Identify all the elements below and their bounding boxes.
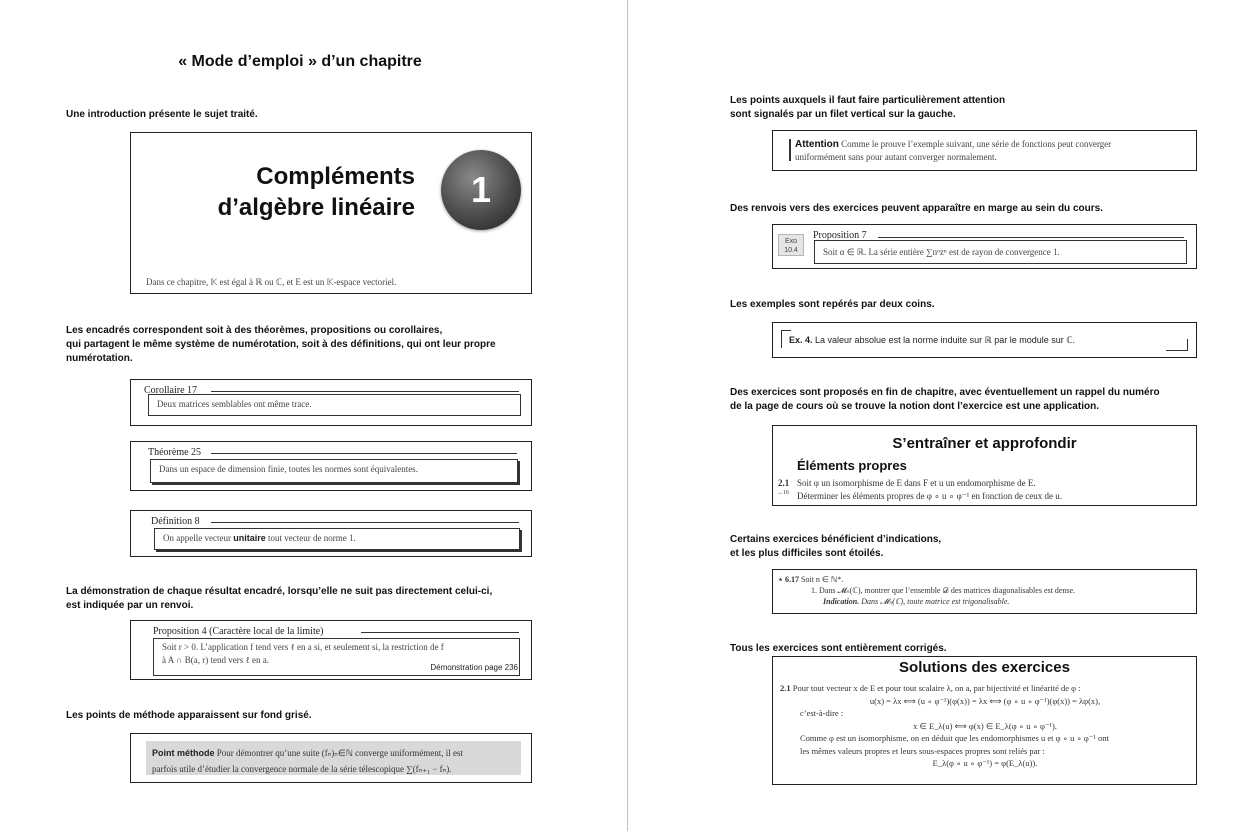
indications-caption: Certains exercices bénéficient d’indications, et les plus difficiles sont étoilés. <box>730 534 942 559</box>
proposition4-text: Soit r > 0. L’application f tend vers ℓ en a si, et seulement si, la restriction de f à A ∩ B(a, r) tend vers ℓ en a. <box>153 638 520 676</box>
corollaire-box <box>130 379 532 426</box>
exo617-box <box>772 569 1197 614</box>
exo617-text: ⋆ 6.17 Soit n ∈ ℕ*. 1. Dans 𝓜ₙ(ℂ), montrer que l’ensemble 𝒟 des matrices diagonalisables est dense. Indication. Dans 𝓜ₙ(ℂ), toute matrice est trigonalisable. <box>778 575 1076 606</box>
theoreme-title: Théorème 25 <box>148 447 202 458</box>
proposition7-title: Proposition 7 <box>813 230 867 241</box>
attention-box <box>772 130 1197 171</box>
attention-text: Attention Comme le prouve l’exemple suivant, une série de fonctions peut converger uniformément sans pour autant converger normalement. <box>795 139 1112 162</box>
boxes-caption: Les encadrés correspondent soit à des théorèmes, propositions ou corollaires, qui partagent le même système de numérotation, soit à des définitions, qui ont leur propre numérotation. <box>66 325 496 364</box>
proposition7-text: Soit α ∈ ℝ. La série entière ∑nᵅzⁿ est de rayon de convergence 1. <box>814 240 1187 264</box>
demo-caption: La démonstration de chaque résultat encadré, lorsqu’elle ne suit pas directement celui-ci, est indiquée par un renvoi. <box>66 586 493 611</box>
corollaire-text: Deux matrices semblables ont même trace. <box>148 394 521 416</box>
methode-content: Point méthode Pour démontrer qu’une suite (fₙ)ₙ∈ℕ converge uniformément, il est parfois utile d’étudier la convergence normale de la série télescopique ∑(fₙ₊₁ − fₙ). <box>146 741 521 775</box>
exemples-caption: Les exemples sont repérés par deux coins. <box>730 299 935 310</box>
methode-caption: Les points de méthode apparaissent sur fond grisé. <box>66 710 312 721</box>
attention-caption: Les points auxquels il faut faire particulièrement attention sont signalés par un filet vertical sur la gauche. <box>730 95 1006 120</box>
page-divider <box>627 0 628 831</box>
solutions-box <box>772 656 1197 785</box>
solutions-title: Solutions des exercices <box>899 659 1070 676</box>
exemple-box <box>772 322 1197 358</box>
page-title: « Mode d’emploi » d’un chapitre <box>178 53 422 70</box>
exo-ref-tag[interactable]: Exo 10.4 <box>778 234 804 256</box>
proposition4-title: Proposition 4 (Caractère local de la limite) <box>153 626 324 637</box>
solutions-text: 2.1 Pour tout vecteur x de E et pour tout scalaire λ, on a, par bijectivité et linéarité de φ : u(x) = λx ⟺ (u ∘ φ⁻¹)(φ(x)) = λx ⟺ (φ ∘ u ∘ φ⁻¹)(φ(x)) = λφ(x), c’est-à-dire : x ∈ E_λ(u) ⟺ φ(x) ∈ E_λ(φ ∘ u ∘ φ⁻¹). Comme φ est un isomorphisme, on en déduit que les endomorphismes u et φ ∘ u ∘ φ⁻¹ ont les mêmes valeurs propres et leurs sous-espaces propres sont reliés par : E_λ(φ ∘ u ∘ φ⁻¹) = φ(E_λ(u)). <box>780 683 1109 768</box>
exercices-caption: Des exercices sont proposés en fin de chapitre, avec éventuellement un rappel du numéro de la page de cours où se trouve la notion dont l’exercice est une application. <box>730 387 1160 412</box>
entrainer-subtitle: Éléments propres <box>797 458 907 473</box>
demo-link[interactable]: Démonstration page 236 <box>430 663 518 672</box>
methode-box <box>130 733 532 783</box>
theoreme-text: Dans un espace de dimension finie, toutes les normes sont équivalentes. <box>150 459 518 483</box>
definition-box <box>130 510 532 557</box>
exercise-number: 2.1 <box>778 478 790 488</box>
chapter-number-badge: 1 <box>441 150 521 230</box>
chapter-box <box>130 132 532 294</box>
proposition4-box <box>130 620 532 680</box>
corner-bottom-right <box>1166 339 1188 351</box>
corriges-caption: Tous les exercices sont entièrement corrigés. <box>730 643 947 654</box>
theoreme-box <box>130 441 532 491</box>
renvois-caption: Des renvois vers des exercices peuvent apparaître en marge au sein du cours. <box>730 203 1103 214</box>
entrainer-title: S’entraîner et approfondir <box>892 435 1077 452</box>
course-ref[interactable]: →16 <box>777 490 789 496</box>
intro-caption: Une introduction présente le sujet traité. <box>66 109 258 120</box>
entrainer-text: Soit φ un isomorphisme de E dans F et u un endomorphisme de E. Déterminer les éléments propres de φ ∘ u ∘ φ⁻¹ en fonction de ceux de u. <box>797 478 1063 501</box>
entrainer-box <box>772 425 1197 506</box>
corollaire-title: Corollaire 17 <box>144 385 198 396</box>
exemple-text: Ex. 4. La valeur absolue est la norme induite sur ℝ par le module sur ℂ. <box>789 335 1076 345</box>
proposition7-box <box>772 224 1197 269</box>
definition-text: On appelle vecteur unitaire tout vecteur de norme 1. <box>154 528 520 550</box>
definition-title: Définition 8 <box>151 516 200 527</box>
chapter-intro-text: Dans ce chapitre, 𝕂 est égal à ℝ ou ℂ, et E est un 𝕂-espace vectoriel. <box>146 277 397 287</box>
chapter-title: Compléments d’algèbre linéaire <box>217 163 415 221</box>
